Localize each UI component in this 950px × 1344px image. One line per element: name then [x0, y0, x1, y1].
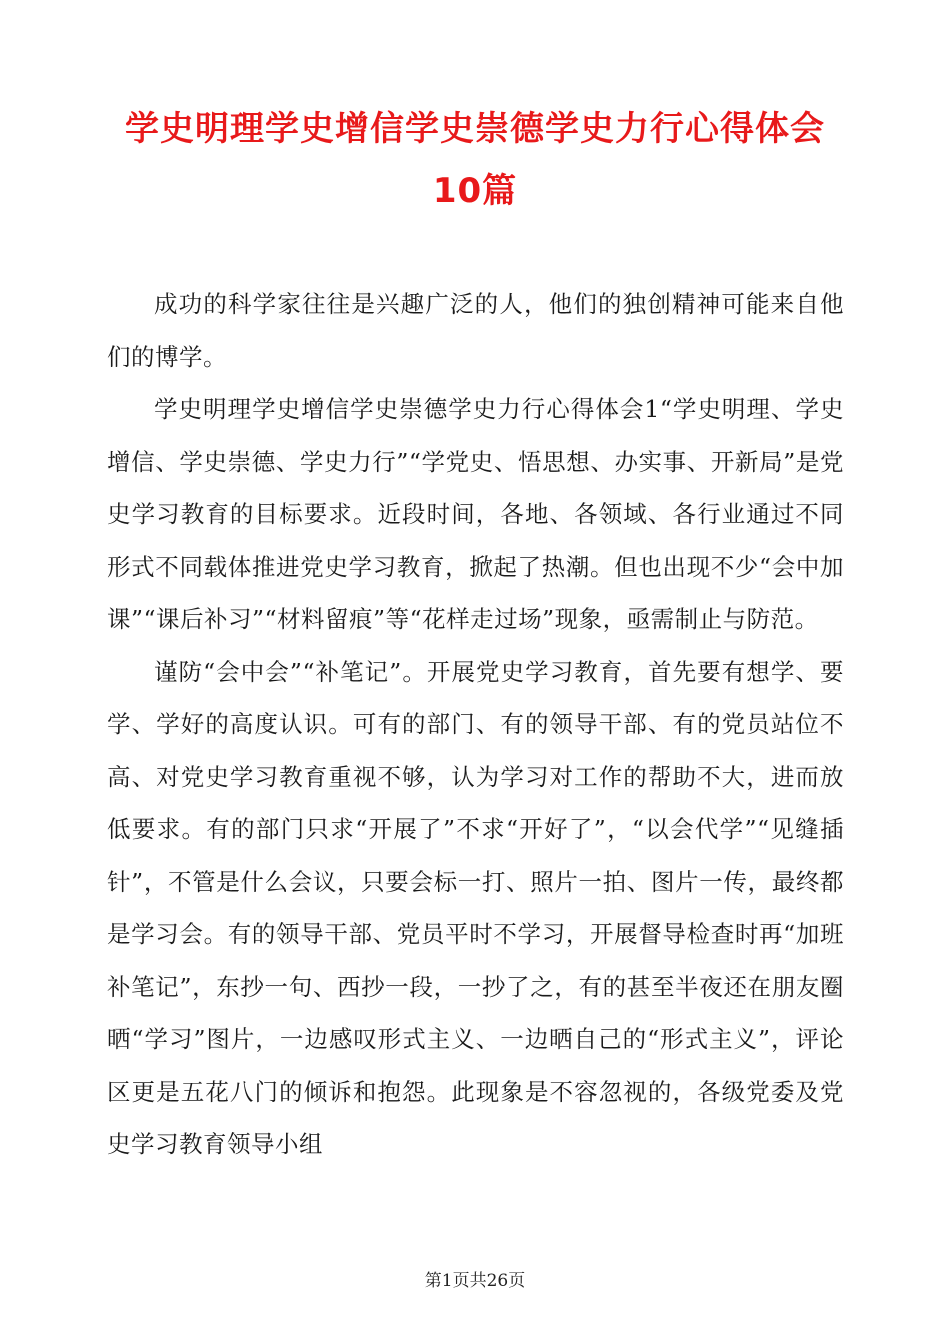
- title-line-2: 10篇: [432, 171, 518, 211]
- page-number-footer: 第1页共26页: [424, 1271, 526, 1291]
- paragraph-essay-1: 学史明理学史增信学史崇德学史力行心得体会1“学史明理、学史增信、学史崇德、学史力行”“学党史、悟思想、办实事、开新局”是党史学习教育的目标要求。近段时间，各地、各领域、各行业通过不同形式不同载体推进党史学习教育，掀起了热潮。但也出现不少“会中加课”“课后补习”“材料留痕”等“花样走过场”现象，亟需制止与防范。: [107, 395, 844, 633]
- document-body: [107, 278, 844, 1171]
- paragraph-intro: 成功的科学家往往是兴趣广泛的人，他们的独创精神可能来自他们的博学。: [107, 290, 844, 371]
- document-title: [80, 98, 870, 222]
- title-line-1: 学史明理学史增信学史崇德学史力行心得体会: [125, 109, 825, 149]
- paragraph-warning: 谨防“会中会”“补笔记”。开展党史学习教育，首先要有想学、要学、学好的高度认识。可有的部门、有的领导干部、有的党员站位不高、对党史学习教育重视不够，认为学习对工作的帮助不大，进而放低要求。有的部门只求“开展了”不求“开好了”，“以会代学”“见缝插针”，不管是什么会议，只要会标一打、照片一拍、图片一传，最终都是学习会。有的领导干部、党员平时不学习，开展督导检查时再“加班补笔记”，东抄一句、西抄一段，一抄了之，有的甚至半夜还在朋友圈晒“学习”图片，一边感叹形式主义、一边晒自己的“形式主义”，评论区更是五花八门的倾诉和抱怨。此现象是不容忽视的，各级党委及党史学习教育领导小组: [107, 657, 844, 1158]
